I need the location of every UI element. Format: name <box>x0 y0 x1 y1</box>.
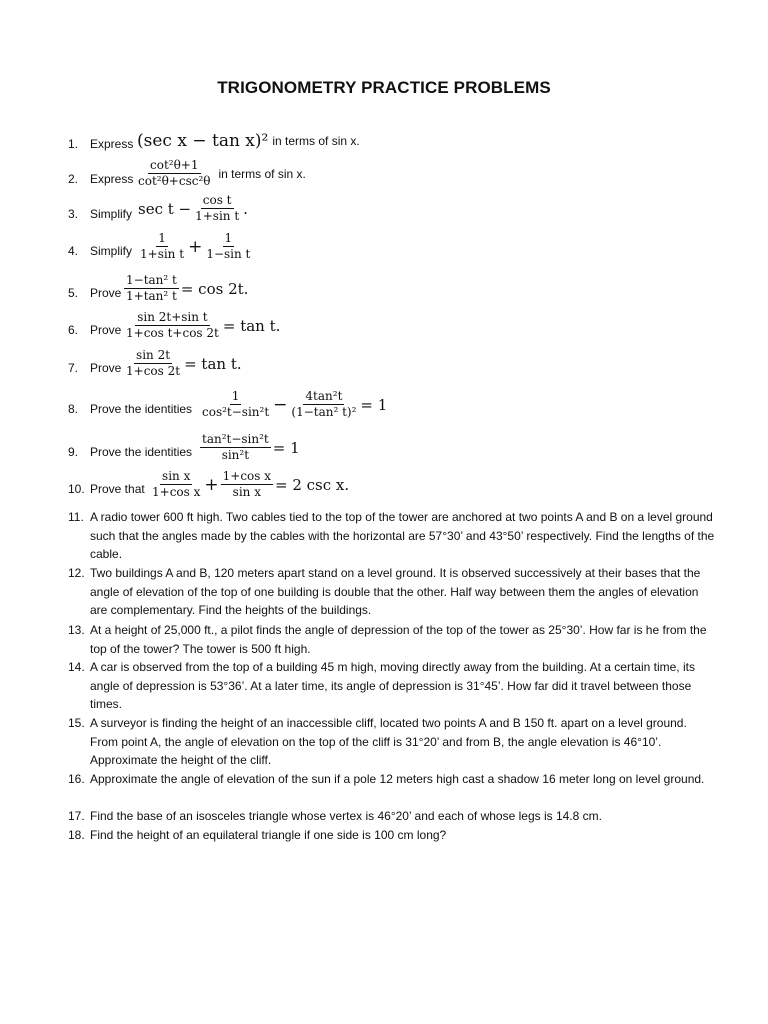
fraction-1 <box>200 389 271 420</box>
numerator: 1 <box>224 231 233 245</box>
denominator: 1+cos 2t <box>126 364 181 378</box>
fraction <box>124 273 179 304</box>
problem-number: 5. <box>68 286 79 300</box>
problem-number: 14. <box>68 660 85 674</box>
denominator: 1+tan² t <box>126 289 177 303</box>
math-expression <box>198 389 387 420</box>
denominator: 1+cos x <box>152 485 201 499</box>
problem-number: 2. <box>68 172 79 186</box>
denominator: 1+cos t+cos 2t <box>126 326 219 340</box>
math-expression <box>198 432 300 463</box>
numerator: 1−tan² t <box>126 273 177 287</box>
problem-label: Simplify <box>90 244 133 258</box>
problem-label: Prove that <box>90 482 145 496</box>
numerator: 1 <box>231 389 240 403</box>
right-hand-side: = 1 <box>272 438 300 457</box>
math-expression <box>138 193 248 224</box>
problem-text: At a height of 25,000 ft., a pilot finds the angle of depression of the top of the tower as 25°30’. How far is he from the top of the tower? The tower is 500 ft high. <box>90 623 707 656</box>
fraction-1 <box>150 469 202 500</box>
problem-14 <box>68 658 718 714</box>
problem-label: Prove <box>90 323 122 337</box>
problem-number: 7. <box>68 361 79 375</box>
problem-label: Simplify <box>90 207 133 221</box>
fraction-2 <box>221 469 273 500</box>
denominator: 1−sin t <box>206 247 251 261</box>
denominator: (1−tan² t)² <box>291 405 357 419</box>
problem-number: 6. <box>68 323 79 337</box>
problem-text: A radio tower 600 ft high. Two cables tied to the top of the tower are anchored at two points A and B on a level ground such that the angles made by the cables with the horizontal are 57°30’ and 43°50’ respectively. Find the lengths of the cable. <box>90 510 715 561</box>
fraction <box>124 348 182 379</box>
problem-text: Find the height of an equilateral triangle if one side is 100 cm long? <box>90 828 447 842</box>
fraction-2 <box>289 389 358 420</box>
problem-text: Find the base of an isosceles triangle whose vertex is 46°20’ and each of whose legs is 14.8 cm. <box>90 809 602 823</box>
fraction <box>136 158 213 189</box>
problem-label: Prove the identities <box>90 445 193 459</box>
fraction-2 <box>204 231 252 262</box>
problem-label: Prove the identities <box>90 402 193 416</box>
denominator: 1+sin t <box>195 209 240 223</box>
problem-11 <box>68 508 718 564</box>
denominator: sin x <box>232 485 261 499</box>
problem-16 <box>68 770 718 789</box>
expression-lead: sec t − <box>138 199 192 218</box>
problem-number: 17. <box>68 809 85 823</box>
fraction-1 <box>138 231 186 262</box>
operator: − <box>273 394 288 415</box>
math-expression <box>122 348 242 379</box>
math-expression <box>122 273 248 304</box>
denominator: 1+sin t <box>140 247 185 261</box>
page-title: TRIGONOMETRY PRACTICE PROBLEMS <box>217 78 551 97</box>
problem-13 <box>68 621 718 658</box>
problem-number: 3. <box>68 207 79 221</box>
problem-15 <box>68 714 718 770</box>
problem-17 <box>68 807 718 826</box>
numerator: sin x <box>162 469 191 483</box>
math-expression <box>134 158 306 189</box>
problem-suffix: . <box>243 199 248 218</box>
problem-18 <box>68 826 718 845</box>
problem-number: 16. <box>68 772 85 786</box>
numerator: 4tan²t <box>305 389 343 403</box>
numerator: 1 <box>158 231 166 245</box>
problem-number: 9. <box>68 445 79 459</box>
math-expression <box>137 131 360 151</box>
operator: + <box>204 474 219 495</box>
problem-text: A surveyor is finding the height of an inaccessible cliff, located two points A and B 150 ft. apart on a level ground. From point A, the angle of elevation on the top of the cliff is 31°20’ and from B, the angle elevation is 46°10’. Approximate the height of the cliff. <box>90 716 687 767</box>
numerator: 1+cos x <box>222 469 271 483</box>
fraction <box>200 432 271 463</box>
problem-number: 10. <box>68 482 85 496</box>
problem-label: Prove <box>90 361 122 375</box>
problem-suffix: in terms of sin x. <box>218 166 306 181</box>
operator: + <box>188 236 203 257</box>
denominator: cot²θ+csc²θ <box>138 174 211 188</box>
problem-label: Prove <box>90 286 122 300</box>
problem-12 <box>68 564 718 620</box>
denominator: cos²t−sin²t <box>202 405 270 419</box>
problem-text: Approximate the angle of elevation of the sun if a pole 12 meters high cast a shadow 16 meter long on level ground. <box>90 772 705 786</box>
denominator: sin²t <box>221 448 250 462</box>
right-hand-side: = 1 <box>360 395 388 414</box>
fraction <box>124 310 221 341</box>
problem-number: 12. <box>68 566 85 580</box>
problem-number: 18. <box>68 828 85 842</box>
numerator: cot²θ+1 <box>150 158 199 172</box>
numerator: sin 2t+sin t <box>137 310 208 324</box>
numerator: tan²t−sin²t <box>202 432 269 446</box>
problem-number: 15. <box>68 716 85 730</box>
right-hand-side: = tan t. <box>222 316 281 335</box>
fraction <box>193 193 241 224</box>
problem-number: 1. <box>68 137 79 151</box>
numerator: sin 2t <box>136 348 171 362</box>
math-expression <box>122 310 280 341</box>
right-hand-side: = 2 csc x. <box>275 475 350 494</box>
problem-label: Express <box>90 137 134 151</box>
numerator: cos t <box>202 193 232 207</box>
problem-number: 4. <box>68 244 79 258</box>
problem-label: Express <box>90 172 134 186</box>
problem-text: A car is observed from the top of a building 45 m high, moving directly away from the building. At a certain time, its angle of depression is 53°36’. At a later time, its angle of depression is 31°45’. How far did it travel between those times. <box>90 660 695 711</box>
expression-text: (sec x − tan x)² <box>137 131 269 151</box>
problem-number: 8. <box>68 402 79 416</box>
problem-suffix: in terms of sin x. <box>272 134 360 148</box>
problem-number: 13. <box>68 623 85 637</box>
math-expression <box>136 231 254 262</box>
right-hand-side: = cos 2t. <box>180 279 249 298</box>
problem-number: 11. <box>68 510 84 524</box>
right-hand-side: = tan t. <box>184 354 242 373</box>
problem-text: Two buildings A and B, 120 meters apart stand on a level ground. It is observed successively at their bases that the angle of elevation of the top of one building is double that the other. Half way between them the angles of elevation are complementary. Find the heights of the buildings. <box>90 566 701 617</box>
math-expression <box>148 469 349 500</box>
